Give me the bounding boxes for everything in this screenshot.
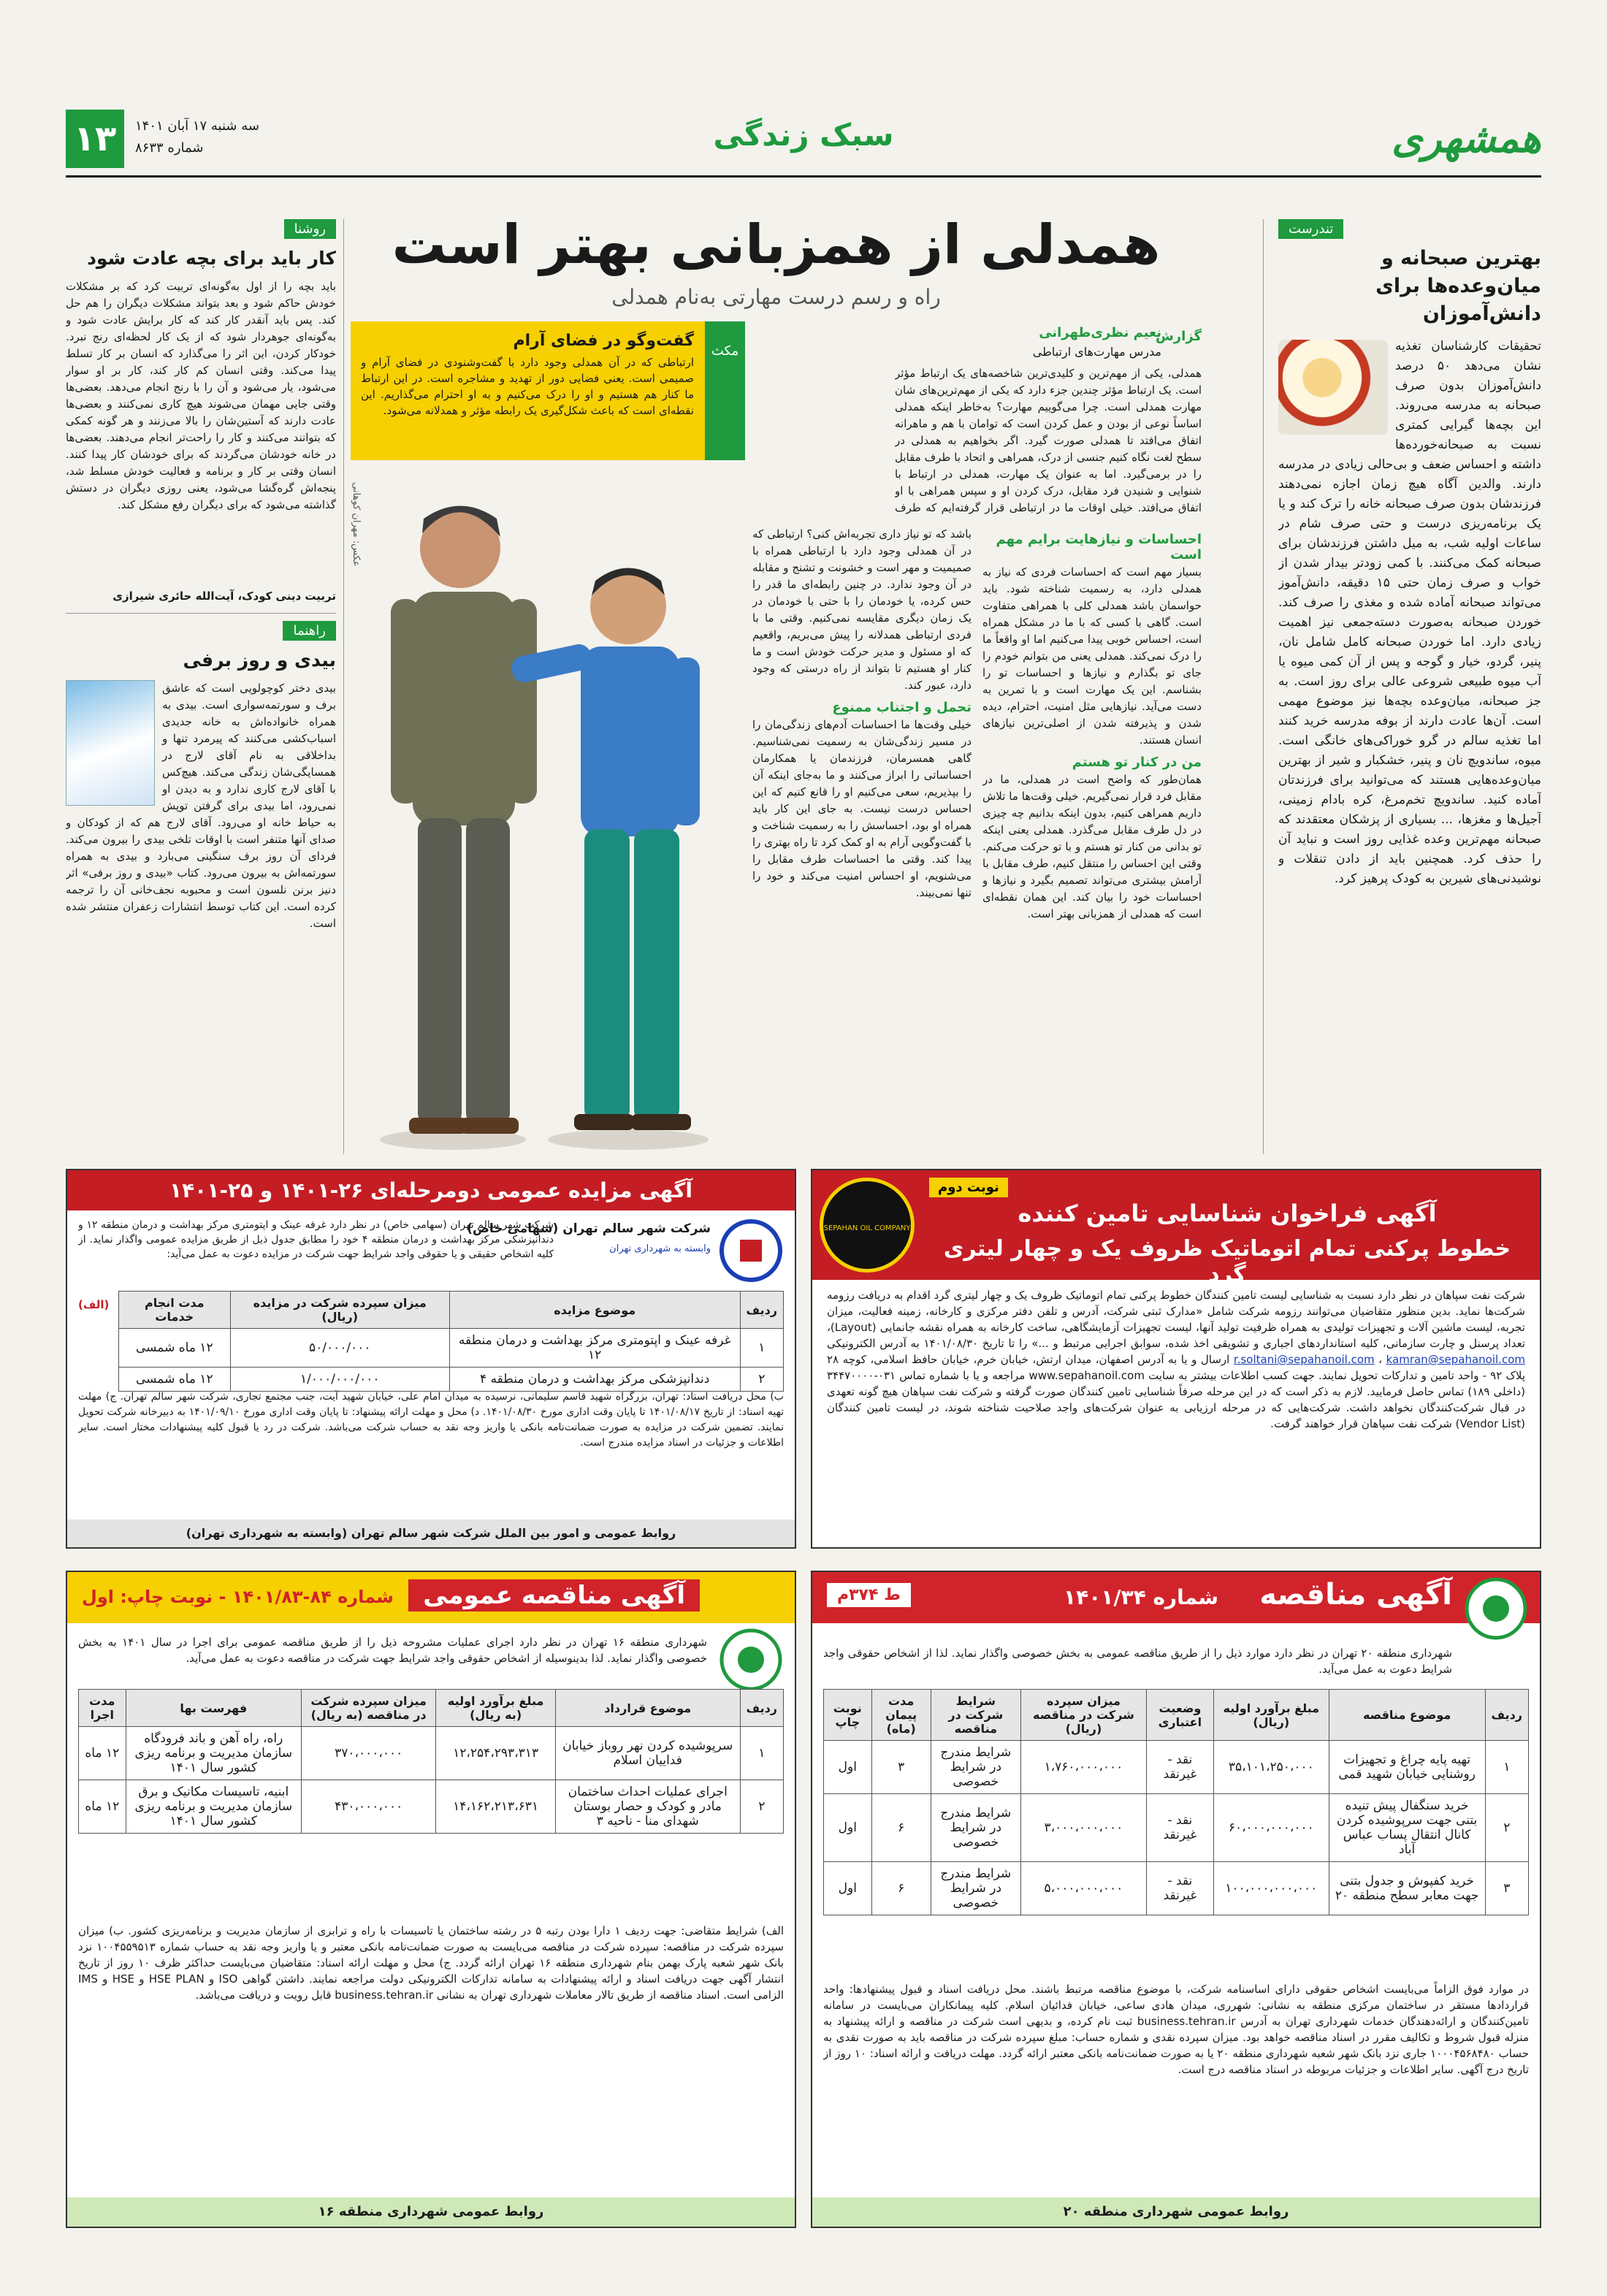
column-divider [1263,219,1264,1154]
cell: ۱۴،۱۶۲،۲۱۳،۶۳۱ [436,1780,556,1834]
table-row [79,1780,784,1834]
cell: اجرای عملیات احداث ساختمان مادر و کودک و حصار بوستان شهدای منا - ناحیه ۳ [555,1780,740,1834]
col-header: موضوع مزایده [449,1292,740,1329]
cell: ۲ [740,1368,783,1392]
cell: ۵۰/۰۰۰/۰۰۰ [230,1329,449,1368]
book-body: بیدی دختر کوچولویی است که عاشق برف و سورتمه‌سواری است. بیدی به همراه خانواده‌اش به خانه جدیدی اسباب‌کشی می‌کنند که پیرمرد تنها و بداخلاقی به نام آقای لارج در همسایگی‌شان زندگی می‌کند. هیچ‌کس با آقای لارج کاری ندارد و به دیدن او نمی‌رود، اما بیدی برای گرفتن توپش به حیاط خانه او می‌رود. آقای لارج هم که از کودکان و صدای آنها متنفر است با اوقات تلخی بیدی را بیرون می‌کند. فردای آن روز برف سنگینی می‌بارد و بیدی به همراه سورتمه‌اش به بیرون می‌رود. کتاب «بیدی و روز برفی» اثر دنیز برنن نلسون است و محبوبه نجف‌خانی آن را ترجمه کرده است. این کتاب توسط انتشارات زعفران منتشر شده است. [66,682,336,930]
col-header: فهرست بها [126,1690,301,1727]
page-number: ۱۳ [66,110,124,168]
email-link-2[interactable]: kamran@sepahanoil.com [1386,1353,1525,1366]
col-header: میزان سپرده شرکت در مناقصه (به ریال) [301,1690,435,1727]
subheading-tolerance: تحمل و اجتناب ممنوع [832,700,972,715]
cell: ۱ [740,1727,783,1780]
col-header: میزان سپرده شرکت در مناقصه (ریال) [1020,1690,1146,1741]
municipality-emblem [1463,1576,1529,1641]
lead-subtitle: راه و رسم درست مهارتی به‌نام همدلی [611,285,941,309]
callout-tag: مکث [705,321,745,460]
callout-box [351,321,745,460]
lead-body-a: باشد که تو نیاز داری تجربه‌اش کنی؟ ارتباطی که در آن همدلی وجود دارد با ارتباطی همراه با صمیمیت و مهر است و خشونت و تشنج و مقابله در آن وجود ندارد. در چنین رابطه‌ای ما قدر را حس کرده، یا خودمان را با حتی با خودمان در یک زمان دیگری مقایسه نمی‌کنیم. وقتی ما با فردی ارتباطی همدلانه را پیش می‌بریم، واقعیم که او مسئول و مدیر حرکت خودش است و ما کنار او هستیم تا بتواند از راه درستی که وجود دارد، عبور کند. [752,527,972,692]
cell: ۱۲ ماه [79,1780,126,1834]
tender-table [823,1689,1529,1915]
lead-photo [351,468,745,1162]
ad-intro: شهرداری منطقه ۱۶ تهران در نظر دارد اجرای عملیات مشروحه ذیل را از طریق مناقصه عمومی برای اجرا در سال ۱۴۰۱ به بخش خصوصی واگذار نماید. لذا بدینوسیله از اشخاص حقوقی واجد شرایط جهت شرکت در مناقصه دعوت به عمل می‌آید. [78,1636,708,1665]
ad-intro: شهرداری منطقه ۲۰ تهران در نظر دارد موارد ذیل را از طریق مناقصه عمومی به بخش خصوصی واگذار نماید. لذا از اشخاص حقوقی واجد شرایط دعوت به عمل می‌آید. [823,1647,1452,1676]
lead-body-col-right [982,526,1202,1154]
municipality-emblem [718,1627,784,1693]
cell: ۱۲ ماه شمسی [119,1329,231,1368]
col-header: میزان سپرده شرکت در مزایده (ریال) [230,1292,449,1329]
auction-table [118,1291,784,1392]
cell: ۲ [1485,1794,1528,1862]
book-title: بیدی و روز برفی [183,649,336,671]
ad-auction [66,1169,796,1549]
cell: ۶۰،۰۰۰،۰۰۰،۰۰۰ [1213,1794,1329,1862]
ad-body: شرکت نفت سپاهان در نظر دارد نسبت به شناسایی لیست تامین کنندگان خطوط پرکنی تمام اتوماتیک ظروف یک و چهار لیتری گرد اقدام به دریافت رزومه شرکت‌ها نماید. بدین منظور متقاضیان می‌توانند رزومه شرکت شامل «مدارک ثبتی شرکت، آدرس و تلفن دفتر مرکزی و کارخانه، زمینه فعالیت، میزان تجربه، لیست ماشین آلات و تجهیزات تولیدی به همراه ظرفیت تولید آنها، لیست تجهیزات آزمایشگاهی، ساخت کارخانه به همراه نقشه جانمایی (Layout)، تعداد پرسنل و چارت سازمانی، کلیه استانداردهای اجباری و تشویقی اخذ شده، سوابق اجرایی مرتبط و ...» را تا تاریخ ۱۴۰۱/۰۸/۳۰ به آدرس الکترونیکی r.soltani@sepahanoil.com ، kamran@sepahanoil.com ارسال و یا به آدرس اصفهان، میدان ارتش، خیابان خرم، خیابان حافظ اسلامی، کوچه ۲۸ پلاک ۹۲ - واحد تامین و تدارکات تحویل نمایند. جهت کسب اطلاعات بیشتر به سایت www.sepahanoil.com مراجعه و یا با شماره تماس ۰۳۱-۳۴۴۷۰۰۰۰ (داخلی ۱۸۹) تماس حاصل فرمایید. لازم به ذکر است که در این مرحله صرفاً شناسایی تامین کنندگان صورت گرفته و شرکت نفت سپاهان هیچ گونه تعهدی در قبال شرکت‌کنندگان نخواهد داشت. شرکت‌هایی که در مرحله ارزیابی به عنوان شرکت‌های واجد صلاحیت شناخته شوند، در لیست تامین کنندگان (Vendor List) شرکت نفت سپاهان قرار خواهند گرفت. [827,1289,1525,1430]
cell: ۲ [740,1780,783,1834]
print-code: ط ۳۷۴م [827,1583,911,1607]
tender-table [78,1689,784,1834]
cell: سرپوشیده کردن نهر روباز خیابان فداییان اسلام [555,1727,740,1780]
cell: ۱۲،۲۵۴،۲۹۳،۳۱۳ [436,1727,556,1780]
cell: ۱۰۰،۰۰۰،۰۰۰،۰۰۰ [1213,1862,1329,1915]
lead-title: همدلی از همزبانی بهتر است [392,213,1161,276]
ad-body-text: شرکت نفت سپاهان در نظر دارد نسبت به شناسایی لیست تامین کنندگان خطوط پرکنی تمام اتوماتیک ظروف یک و چهار لیتری گرد اقدام به دریافت رزومه شرکت‌ها نماید. بدین منظور متقاضیان می‌توانند رزومه شرکت شامل «مدارک ثبتی شرکت، آدرس و تلفن دفتر مرکزی و کارخانه، زمینه فعالیت، میزان تجربه، لیست ماشین آلات و تجهیزات تولیدی به همراه ظرفیت تولید آنها، لیست تجهیزات آزمایشگاهی، ساخت کارخانه به همراه نقشه جانمایی (Layout)، تعداد پرسنل و چارت سازمانی، کلیه استانداردهای اجباری و تشویقی اخذ شده، سوابق اجرایی مرتبط و ...» را تا تاریخ ۱۴۰۱/۰۸/۳۰ به آدرس الکترونیکی [827,1289,1525,1350]
ad-title: آگهی مناقصه [1259,1578,1452,1612]
col-header: نوبت چاپ [824,1690,872,1741]
col-header: وضعیت اعتباری [1146,1690,1213,1741]
breakfast-photo [1278,340,1388,435]
col-header: ردیف [1485,1690,1528,1741]
ad-number: شماره ۱۴۰۱/۳۴ [1064,1585,1218,1609]
report-tag: گزارش [1155,329,1202,344]
ad-body: در موارد فوق الزاماً می‌بایست اشخاص حقوقی دارای اساسنامه شرکت، با موضوع مناقصه مرتبط باشند. محل دریافت اسناد و قبول پیشنهادها: واحد قراردادها مستقر در ساختمان مرکزی منطقه به نشانی: شهرری، میدان هادی ساعی، خیابان فدائیان اسلام. کلیه پیمانکاران می‌بایست در سامانه تامین‌کنندگان و ارائه‌دهندگان خدمات شهرداری تهران به آدرس business.tehran.ir ثبت نام کرده، و بدیهی است شرکت در مناقصه و ارائه پیشنهاد به منزله قبول شروط و تکالیف مقرر در اسناد مناقصه خواهد بود. میزان سپرده نقدی و شماره حساب: مبلغ سپرده شرکت در مناقصه باید به صورت نقدی به حساب ۱۰۰۰۴۵۶۸۴۸۰ جاری نزد بانک شهر شعبه شهرداری منطقه ۲۰ یا به صورت ضمانت‌نامه بانکی معتبر ارائه گردد. مهلت دریافت و ارائه اسناد: ۱۰ روز از تاریخ درج آگهی. سایر اطلاعات و جزئیات مربوطه در اسناد مناقصه درج است. [823,1983,1529,2076]
masthead [66,110,1541,168]
cell: ۳ [871,1741,931,1794]
col-header: ردیف [740,1292,783,1329]
section-tag: روشنا [284,219,336,239]
cell: ۱،۷۶۰،۰۰۰،۰۰۰ [1020,1741,1146,1794]
col-header: ردیف [740,1690,783,1727]
col-header: موضوع قرارداد [555,1690,740,1727]
two-men-illustration [351,468,745,1162]
subheading-beside-you: من در کنار تو هستم [1072,755,1202,770]
cell: ۶ [871,1862,931,1915]
cell: اول [824,1862,872,1915]
section-tag: راهنما [283,621,336,641]
cell: خرید سنگفال پیش تنیده بتنی جهت سرپوشیده کردن کانال انتقال پساب عباس آباد [1329,1794,1485,1862]
author-role: مدرس مهارت‌های ارتباطی [1032,345,1161,359]
col-header: مبلغ برآورد اولیه (به ریال) [436,1690,556,1727]
book-cover-image [66,680,155,806]
work-habit-source: تربیت دینی کودک، آیت‌الله حائری شیرازی [112,590,336,603]
cell: ۳ [1485,1862,1528,1915]
table-row [119,1329,784,1368]
cell: ۴۳۰،۰۰۰،۰۰۰ [301,1780,435,1834]
left-column [66,219,336,1147]
cell: ۶ [871,1794,931,1862]
ad-body: الف) شرایط متقاضی: جهت ردیف ۱ دارا بودن رتبه ۵ در رشته ساختمان یا تاسیسات با راه و ترابری از سازمان مدیریت و برنامه‌ریزی کشور. ب) میزان سپرده شرکت در مناقصه: سپرده شرکت در مناقصه می‌بایست به صورت ضمانت‌نامه بانکی معتبر و یا واریز وجه نقد به حساب شماره ۱۰۰۴۵۵۹۵۱۳ نزد بانک شهر شعبه پارک بهمن بنام شهرداری منطقه ۱۶ تهران ارائه گردد. ج) محل و مهلت ارائه اسناد: متقاضیان می‌بایست حداکثر ظرف ۱۰ روز از تاریخ انتشار آگهی جهت دریافت اسناد و ارائه پیشنهادات به سامانه تدارکات الکترونیکی دولت مراجعه نمایند. داشتن گواهی ISO و HSE PLAN و HSE و IMS الزامی است. اسناد مناقصه از طریق تالار معاملات شهرداری تهران به نشانی business.tehran.ir قابل رویت و دریافت می‌باشد. [78,1924,784,2002]
cell: ۳۵،۱۰۱،۲۵۰،۰۰۰ [1213,1741,1329,1794]
callout-body: ارتباطی که در آن همدلی وجود دارد با گفت‌وشنودی در فضای آرام و صمیمی است. یعنی فضایی دور از تهدید و مشاجره است. در این ارتباط ما کنار هم هستیم و او را درک می‌کنیم و به او احترام می‌گذاریم. این نقطه‌ای است که باعث شکل‌گیری یک رابطه مؤثر و همدلانه می‌شود. [361,356,694,417]
cell: ۳۷۰،۰۰۰،۰۰۰ [301,1727,435,1780]
col-header: شرایط شرکت در مناقصه [931,1690,1020,1741]
ad-body-text-2: ارسال و یا به آدرس اصفهان، میدان ارتش، خیابان خرم، خیابان حافظ اسلامی، کوچه ۲۸ پلاک ۹۲ - واحد تامین و تدارکات تحویل نمایند. جهت کسب اطلاعات بیشتر به سایت www.sepahanoil.com مراجعه و یا با شماره تماس ۰۳۱-۳۴۴۷۰۰۰۰ (داخلی ۱۸۹) تماس حاصل فرمایید. لازم به ذکر است که در این مرحله صرفاً شناسایی تامین کنندگان صورت گرفته و شرکت نفت سپاهان هیچ گونه تعهدی در قبال شرکت‌کنندگان نخواهد داشت. شرکت‌هایی که در مرحله ارزیابی به عنوان شرکت‌های واجد صلاحیت شناخته شوند، در لیست تامین کنندگان (Vendor List) شرکت نفت سپاهان قرار خواهند گرفت. [827,1353,1525,1430]
cell: شرایط مندرج در شرایط خصوصی [931,1862,1020,1915]
cell: ۳،۰۰۰،۰۰۰،۰۰۰ [1020,1794,1146,1862]
table-row [119,1368,784,1392]
article-body: تحقیقات کارشناسان تغذیه نشان می‌دهد ۵۰ درصد دانش‌آموزان بدون صرف صبحانه به مدرسه می‌روند. این بچه‌ها گیرایی کمتری نسبت به صبحانه‌خورده‌ها داشته و احساس ضعف و بی‌حالی زیادی در مدرسه دارند. والدین آگاه هیچ زمان اجازه نمی‌دهند فرزندشان بدون صرف صبحانه خانه را ترک کند و یا یک برنامه‌ریزی درست و حتی صرف شام در ساعات اولیه شب، به میل داشتن فرزندشان برای صبحانه کمک می‌کنند. با کمی زودتر بیدار شدن از خواب و صرف زمان حتی ۱۵ دقیقه، دانش‌آموز می‌تواند صبحانه آماده شده و مغذی را صرف کند. خوردن صبحانه به‌صورت دسته‌جمعی نیز اهمیت زیادی دارد. اما خوردن صبحانه کامل شامل نان، پنیر، گردو، خیار و گوجه و پس از آن کمی میوه یا آب میوه طبیعی شروعی عالی برای روز است. به جز صبحانه، میان‌وعده بچه‌ها نیز موضوع مهمی است. آن‌ها عادت دارند از بوفه مدرسه خرید کنند اما تغذیه سالم در گرو خوراکی‌های خانگی است. میوه، ساندویچ نان و پنیر، خشکبار و شیر از بهترین میان‌وعده‌هایی هستند که می‌توانید برای فرزندتان آماده کنید. ساندویچ تخم‌مرغ، کره بادام زمینی، آجیل‌ها و مغزها، ... بسیاری از پزشکان معتقدند که صبحانه مهم‌ترین وعده غذایی روز است و نباید آن را حذف کرد. همچنین باید از دادن تنقلات و نوشیدنی‌های شیرین به کودک پرهیز کرد. [1278,339,1541,886]
section-title: سبک زندگی [713,117,894,153]
column-divider [343,219,344,1154]
issue-number: شماره ۸۶۳۳ [135,140,204,156]
ad-header: آگهی مزایده عمومی دومرحله‌ای ۲۶-۱۴۰۱ و ۲۵-۱۴۰۱ [67,1170,795,1210]
cell: ۵،۰۰۰،۰۰۰،۰۰۰ [1020,1862,1146,1915]
round-badge: نوبت دوم [929,1178,1008,1197]
ad-subtitle: خطوط پرکنی تمام اتوماتیک ظروف یک و چهار لیتری گرد [943,1236,1511,1287]
ad-tender-district-16 [66,1571,796,2228]
right-column [1278,219,1541,1147]
lead-body-c: بسیار مهم است که احساسات فردی که نیاز به همدلی دارد، به رسمیت شناخته شود. باید حواسمان باشد همدلی کلی با همراهی متفاوت است. گاهی با کسی که با ما در مشکل همراه است، احساس خوبی پیدا می‌کنیم اما او واقعاً ما را درک نمی‌کند. همدلی یعنی من بتوانم خودم را جای تو بگذارم و نیازها و احساسات تو را بشناسم. این یک مهارت است و با تمرین به دست می‌آید. نیازهایی مثل امنیت، احترام، دیده شدن و پذیرفته شدن از اصلی‌ترین نیازهای انسان هستند. [982,565,1202,747]
cell: ۱/۰۰۰/۰۰۰/۰۰۰ [230,1368,449,1392]
ad-tender-district-20 [811,1571,1541,2228]
email-link-1[interactable]: r.soltani@sepahanoil.com [1233,1353,1375,1366]
cell: نقد - غیرنقد [1146,1794,1213,1862]
ad-body: ب) محل دریافت اسناد: تهران، بزرگراه شهید قاسم سلیمانی، نرسیده به میدان امام علی، خیابان شهید آیت، جنب مجتمع تجاری، شرکت شهر سالم تهران. ج) مهلت تهیه اسناد: از تاریخ ۱۴۰۱/۰۸/۱۷ تا پایان وقت اداری مورخ ۱۴۰۱/۰۸/۳۰. د) محل و مهلت ارائه پیشنهاد: تا پایان وقت اداری مورخ ۱۴۰۱/۰۹/۱۰ به دبیرخانه شرکت تحویل نمایند. تضمین شرکت در مزایده به صورت ضمانت‌نامه بانکی یا واریز وجه نقد به حساب شرکت می‌باشد. شرکت در رد یا قبول کلیه پیشنهادات مختار است. سایر اطلاعات و جزئیات در اسناد مزایده مندرج است. [78,1391,784,1449]
table-row [824,1794,1529,1862]
cell: شرایط مندرج در شرایط خصوصی [931,1741,1020,1794]
col-header: مدت اجرا [79,1690,126,1727]
lead-article [351,212,1202,1162]
cell: نقد - غیرنقد [1146,1741,1213,1794]
lead-intro: همدلی، یکی از مهم‌ترین و کلیدی‌ترین شاخصه‌های یک ارتباط مؤثر است. یک ارتباط مؤثر چندین جزء دارد که یکی از مهم‌ترین‌های شان مهارت همدلی است. چرا می‌گوییم مهارت؟ به‌خاطر اینکه همدلی اساساً نوعی از بودن و عمل کردن است که توامان با هم و ماهرانه اتفاق می‌افتد تا همدلی صورت گیرد. اگر بخواهیم به همدلی در سطح لغت نگاه کنیم جنسی از درک، همراهی و اتحاد با طرف مقابل را در برمی‌گیرد. اما به عنوان یک مهارت، همدلی در ارتباط با شنوایی و شنیدن فرد مقابل، درک کردن او و سپس همراهی با او اتفاق می‌افتد. خیلی اوقات ما در ارتباطی قرار گرفته‌ایم که طرف [895,367,1202,514]
newspaper-logo: همشهری [1392,115,1541,161]
company-seal: SEPAHAN OIL COMPANY [820,1178,915,1273]
cell: اول [824,1741,872,1794]
col-header: مدت پیمان (ماه) [871,1690,931,1741]
subheading-needs: احساسات و نیازهایت برایم مهم است [996,532,1202,562]
ad-sepahan-oil [811,1169,1541,1549]
cell: دندانپزشکی مرکز بهداشت و درمان منطقه ۴ [449,1368,740,1392]
work-habit-body: باید بچه را از اول به‌گونه‌ای تربیت کرد که بر مشکلات خودش حاکم شود و بعد بتواند مشکلات دیگران را هم حل کند. پس باید آنقدر کار کند که کار برایش عادت شود و به‌گونه‌ای جوهردار شود که از یک کار لحظه‌ای رنج نبرد. خودکار کردن، این اثر را می‌گذارد که انسان بر کار تسلط پیدا می‌کند. وقتی انسان کم کار کند، کار بر او سوار می‌شود، یار می‌شود و آن را با رنج انجام می‌دهد. بعضی‌ها وقتی جایی مهمان می‌شوند هیچ کاری نمی‌کنند و بعضی‌ها عادت دارند که آستین‌شان را بالا می‌زنند و هر گونه کمکی که بتوانند می‌کنند و کار را راحت‌تر انجام می‌دهند. بعضی‌ها در خانه خودشان می‌گردند که برای خودشان کار پیدا کنند. انسان وقتی بر کار و برنامه و فعالیت خودش مسلط شد، پنجه‌اش گره‌گشا می‌شود، یعنی روزی دیگران در دستش گذاشته می‌شود که برای دیگران رفع مشکل کند. [66,280,336,511]
col-header: مدت انجام خدمات [119,1292,231,1329]
ad-footer: روابط عمومی و امور بین الملل شرکت شهر سالم تهران (وابسته به شهرداری تهران) [67,1519,795,1547]
company-name: شرکت شهر سالم تهران (سهامی خاص) [467,1221,711,1236]
section-tag: تندرست [1278,219,1343,239]
ad-intro: شرکت شهر سالم تهران (سهامی خاص) در نظر دارد غرفه عینک و اپتومتری مرکز بهداشت و درمان منطقه ۱۲ و دندانپزشکی مرکز بهداشت و درمان منطقه ۴ خود را مطابق جدول ذیل از طریق مزایده عمومی واگذار نماید. از کلیه اشخاص حقیقی و یا حقوقی واجد شرایط جهت شرکت در مزایده دعوت به عمل می‌آید: [78,1219,554,1260]
col-header: موضوع مناقصه [1329,1690,1485,1741]
cell: نقد - غیرنقد [1146,1862,1213,1915]
callout-title: گفت‌وگو در فضای آرام [513,332,694,350]
company-subtitle: وابسته به شهرداری تهران [609,1243,711,1254]
table-row [79,1727,784,1780]
cell: تهیه پایه چراغ و تجهیزات روشنایی خیابان شهید قمی [1329,1741,1485,1794]
col-header: مبلغ برآورد اولیه (ریال) [1213,1690,1329,1741]
lead-body-col-middle [752,526,972,1154]
lead-body-d: همان‌طور که واضح است در همدلی، ما در مقابل فرد قرار نمی‌گیریم. خیلی وقت‌ها ما تلاش داریم همراهی کنیم، بدون اینکه بدانیم چه چیزی در دل طرف مقابل می‌گذرد. همدلی یعنی اینکه تو بدانی من کنار تو هستم و با تو حرکت می‌کنم. وقتی این احساس را منتقل کنیم، طرف مقابل با آرامش بیشتری می‌تواند تصمیم بگیرد و نیازها و احساسات خود را بیان کند. این همان نقطه‌ای است که همدلی از همزبانی بهتر است. [982,773,1202,920]
ad-footer: روابط عمومی شهرداری منطقه ۲۰ [812,2197,1540,2227]
issue-date: سه شنبه ۱۷ آبان ۱۴۰۱ [135,118,259,134]
ad-footer: روابط عمومی شهرداری منطقه ۱۶ [67,2197,795,2227]
masthead-rule [66,175,1541,178]
cell: ابنیه، تاسیسات مکانیک و برق سازمان مدیریت و برنامه ریزی کشور سال ۱۴۰۱ [126,1780,301,1834]
article-title: بهترین صبحانه و میان‌وعده‌ها برای دانش‌آموزان [1375,247,1541,325]
cell: غرفه عینک و اپتومتری مرکز بهداشت و درمان منطقه ۱۲ [449,1329,740,1368]
lead-body-b: خیلی وقت‌ها ما احساسات آدم‌های زندگی‌مان را در مسیر زندگی‌شان به رسمیت نمی‌شناسیم. گاهی همسرمان، فرزندمان یا همکارمان احساساتی را ابراز می‌کنند و ما به‌جای اینکه آن را بپذیریم، سعی می‌کنیم او را قانع کنیم که این احساس درست نیست. به جای این کار باید همراه او بود، احساسش را به رسمیت شناخت و با گفت‌وگویی آرام به او کمک کرد تا راه بهتری را پیدا کند. وقتی ما احساسات طرف مقابل را می‌شنویم، او احساس امنیت می‌کند و خود را تنها نمی‌بیند. [752,718,972,899]
cell: شرایط مندرج در شرایط خصوصی [931,1794,1020,1862]
photo-credit: عکس: مهران کوهانی [351,482,362,567]
ad-number: شماره ۸۴-۱۴۰۱/۸۳ - نوبت چاپ: اول [82,1587,394,1607]
cell: ۱ [1485,1741,1528,1794]
cell: ۱۲ ماه [79,1727,126,1780]
table-row [824,1862,1529,1915]
ad-title: آگهی مناقصه عمومی [408,1579,700,1612]
cell: ۱ [740,1329,783,1368]
cell: خرید کفپوش و جدول بتنی جهت معابر سطح منطقه ۲۰ [1329,1862,1485,1915]
cell: ۱۲ ماه شمسی [119,1368,231,1392]
table-label: (الف) [78,1298,110,1311]
company-logo [718,1218,784,1284]
cell: راه، راه آهن و باند فرودگاه سازمان مدیریت و برنامه ریزی کشور سال ۱۴۰۱ [126,1727,301,1780]
author-name: نعیم نظری‌طهرانی [1039,325,1161,340]
cell: اول [824,1794,872,1862]
table-row [824,1741,1529,1794]
work-habit-title: کار باید برای بچه عادت شود [87,248,336,269]
ad-title: آگهی فراخوان شناسایی تامین کننده [1018,1200,1437,1227]
